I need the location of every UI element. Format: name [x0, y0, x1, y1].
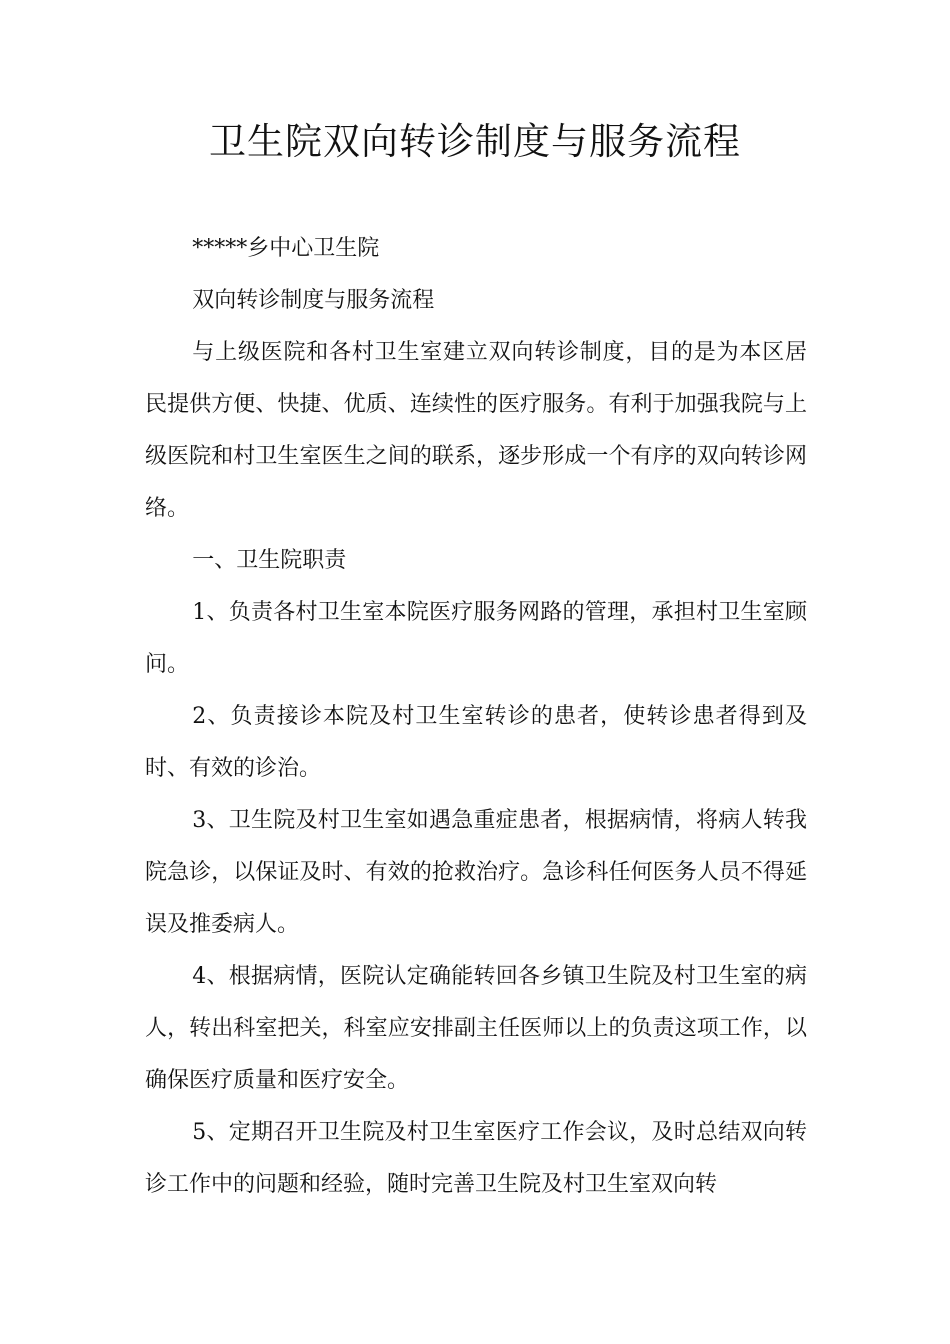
document-title: 卫生院双向转诊制度与服务流程 [209, 120, 741, 163]
paragraph-introduction: 与上级医院和各村卫生室建立双向转诊制度，目的是为本区居民提供方便、快捷、优质、连续性的医疗服务。有利于加强我院与上级医院和村卫生室医生之间的联系，逐步形成一个有序的双向转诊网络。 [145, 340, 807, 521]
list-item-1: 1、负责各村卫生室本院医疗服务网路的管理，承担村卫生室顾问。 [145, 600, 807, 677]
document-body [145, 223, 807, 1211]
list-item-2: 2、负责接诊本院及村卫生室转诊的患者，使转诊患者得到及时、有效的诊治。 [145, 704, 807, 781]
paragraph-organization: *****乡中心卫生院 [192, 236, 380, 261]
paragraph-subtitle: 双向转诊制度与服务流程 [192, 288, 435, 313]
section-heading-responsibilities: 一、卫生院职责 [192, 548, 347, 573]
list-item-3: 3、卫生院及村卫生室如遇急重症患者，根据病情，将病人转我院急诊，以保证及时、有效的抢救治疗。急诊科任何医务人员不得延误及推委病人。 [145, 808, 807, 937]
list-item-5: 5、定期召开卫生院及村卫生室医疗工作会议，及时总结双向转诊工作中的问题和经验，随时完善卫生院及村卫生室双向转 [145, 1120, 807, 1197]
list-item-4: 4、根据病情，医院认定确能转回各乡镇卫生院及村卫生室的病人，转出科室把关，科室应安排副主任医师以上的负责这项工作，以确保医疗质量和医疗安全。 [145, 964, 807, 1093]
